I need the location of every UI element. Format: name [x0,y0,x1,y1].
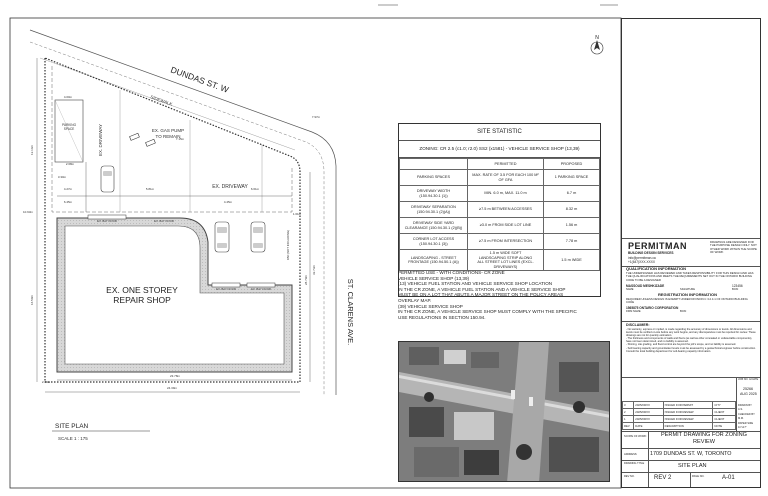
disclaimer-text: - No warranty, express or implied, is made regarding the accuracy of dimensions or levels. All dimensions and levels must be verified on-site before any work begins, and any discrepancies must be reported for review. These drawings are not for quantity estimation. - The thickness and components of walls and floors (as well as other concealed or undetectable components), have not been determined, and no liability is assumed. - Shoring, site grading, and flood control are beyond the job's scope, and no liability is assumed. - Soil bearing capacity and groundwater levels must be assessed by a geotechnical engineer before construction. Consult the local building department for soil-bearing capacity information. [626,328,756,353]
address-label: ADDRESS: [624,453,638,456]
street-label-st-clarens: ST. CLARENS AVE. [346,278,355,346]
signature-label: SIGNATURE [680,288,695,291]
stat-cell: 1.5 m WIDE SOFT LANDSCAPING STRIP ALONG ALL STREET LOT LINES (EXCL. DRIVEWAYS) [468,250,544,271]
stat-cell: 7.78 m [544,234,600,250]
dimension-text: 28.79m [304,274,308,286]
permitted-use-line: VEHICLE SERVICE SHOP (13,39) [398,275,470,281]
paper-size-label: PAPER SIZE [738,422,754,425]
stat-header-row [400,159,600,170]
aerial-photo [398,341,610,482]
gas-pump-1 [130,133,140,140]
table-row [400,170,600,186]
revision-row [623,409,736,416]
firm-logo-sub: BUILDING DESIGN SERVICES [628,251,674,255]
bay-door-4-label: EX. BAY DOOR [251,287,271,291]
site-plan-title: SITE PLAN [55,423,89,430]
firm-email: info@permitman.ca [628,256,656,260]
statistic-rows [399,158,600,271]
revision-cell: CITY [713,402,736,409]
revision-cell: CLIENT [713,416,736,423]
revision-header-cell: NOTE [713,423,736,430]
dimension-text: 4.27m [63,187,73,191]
stat-cell: ≥7.5 m BETWEEN ACCESSES [468,202,544,218]
table-row [400,218,600,234]
dimension-text: 3.30m [57,175,67,179]
table-row [400,202,600,218]
job-date: AUG 2025 [740,392,757,396]
sidewalk-label: SIDEWALK [149,94,174,107]
stat-cell: MIN. 6.0 m, MAX. 11.0 m [468,186,544,202]
rev-no: REV 2 [654,475,672,481]
stat-cell: 1 PARKING SPACE [544,170,600,186]
label-column-divider [648,431,649,487]
stat-header-cell: PROPOSED [544,159,600,170]
drawing-title-label: DRAWING TITLE [624,462,645,465]
stat-header-cell: PERMITTED [468,159,544,170]
car-2 [215,222,229,252]
checked-by: M.M. [738,417,744,420]
qual-title: QUALIFICATION INFORMATION [626,266,687,271]
table-row [400,234,600,250]
designer-name-label: NAME [626,288,634,291]
aerial-image [399,342,610,482]
north-arrow-icon [591,40,603,54]
car-1 [101,166,114,192]
stat-cell: PARKING SPACES [400,170,468,186]
gas-pump-label: EX. GAS PUMP TO REMAIN [151,128,185,139]
checked-by-label: CHECKED BY [738,413,755,416]
job-info-column [736,377,760,431]
firm-logo: PERMITMAN [628,241,687,251]
title-block [621,18,761,488]
gas-pump-2 [146,139,156,146]
permitted-use-line: (13) VEHICLE FUEL STATION AND VEHICLE SERVICE SHOP LOCATION [398,281,553,287]
stat-cell: 1.5 m WIDE [544,250,600,271]
tb-divider-disclaimer [622,321,760,322]
revision-cell: ISSUED FOR REVIEW [663,416,713,423]
revision-header-row [623,423,736,430]
table-row [400,186,600,202]
street-label-dundas: DUNDAS ST. W [169,64,230,95]
dimension-text: 6.61m [250,187,260,191]
sidewall-label: PAD (NOT INCLUDING) [286,229,290,261]
driveway-left-label: EX. DRIVEWAY [98,123,103,157]
scope-label: SCOPE OF WORK: [624,435,647,438]
permitted-use-line: OVERLAY MAP. [398,297,432,303]
paper-size: 11"x17" [738,426,747,429]
dimension-text: 7.15m [175,137,185,141]
dimension-text: 13.14m [30,144,34,156]
stat-cell: LANDSCAPING - STREET FRONTAGE (150.94.50.1 (A)) [400,250,468,271]
permitted-use-line: MUST BE ON A LOT THAT ABUTS A MAJOR STREET ON THE POLICY AREAS [398,292,564,298]
dimension-text: 5.81m [145,187,155,191]
permitted-use-line: IN THE CR ZONE, A VEHICLE SERVICE SHOP MUST COMPLY WITH THE SPECIFIC [398,309,577,315]
bcin-label: BCIN [732,288,739,291]
disclaimer-top: DRAWINGS ARE DESIGNED FOR THE PURPOSE DESIGN ONLY. NOT OTHER WORK WITHIN THE SCOPE OF WORK [710,240,757,255]
revision-cell: CLIENT [713,409,736,416]
revision-cell: 1 [623,416,634,423]
revision-row [623,402,736,409]
rev-page-divider [690,472,691,487]
dimension-text: 2.68m [65,162,75,166]
stat-cell: CORNER LOT ACCESS (150.94.30.1 (3)) [400,234,468,250]
north-label: N [595,35,599,41]
stat-cell: DRIVEWAY WIDTH (150.94.30.1 (1)) [400,186,468,202]
bay-door-2-label: EX. BAY DOOR [154,219,174,223]
tb-divider-address [622,448,760,449]
tb-divider-title [622,460,760,461]
drawn-by-label: DRAWN BY [738,404,752,407]
dimension-text: 33.73m [312,264,316,276]
revision-cell: 2025/09/XX [634,402,663,409]
page-no-label: PAGE NO. [692,475,705,478]
dimension-text: 7.97m [311,115,321,119]
revision-table [622,401,736,430]
dimension-text: 24.39m [166,386,178,390]
revision-blank [622,377,736,389]
dimension-text: 4.45m [223,200,233,204]
stat-cell: ≥3.0 m FROM SIDE LOT LINE [468,218,544,234]
parking-space-label: PARKING SPACE [61,123,77,131]
dimension-text: 1.61m [292,212,302,216]
car-3 [251,222,265,252]
building-label: EX. ONE STOREY REPAIR SHOP [106,285,178,305]
tb-divider-logo [622,238,760,239]
stat-cell: 6.7 m [544,186,600,202]
permitted-use-line: IN THE CR ZONE, A VEHICLE FUEL STATION AND A VEHICLE SERVICE SHOP [398,286,566,292]
permitted-use-line: PERMITTED USE - WITH CONDITIONS- CR ZONE [398,270,505,275]
drawn-by: A.S. [738,408,743,411]
dimension-text: 16.50m [30,294,34,306]
stat-header-cell [400,159,468,170]
scope-of-work: PERMIT DRAWING FOR ZONING REVIEW [660,432,748,445]
bay-door-1-label: EX. BAY DOOR [97,219,117,223]
job-no: 25266 [743,387,753,391]
bay-door-3-label: EX. BAY DOOR [216,287,236,291]
permitted-use-line: (39) VEHICLE SERVICE SHOP [398,303,463,309]
revision-cell: 2 [623,409,634,416]
stat-cell: DRIVEWAY SIDE YARD CLEARANCE (150.94.30.1 (2)(B)) [400,218,468,234]
designer-name: MASSOUD MESHKIZADE [626,284,665,288]
stat-cell: ≥7.5 m FROM INTERSECTION [468,234,544,250]
qual-text: THE UNDERSIGNED HAS REVIEWED AND TAKES RESPONSIBILITY FOR THIS DESIGN AND HAS THE QUALIFICATIONS AND MEETS THE REQUIREMENTS SET OUT IN THE ONTARIO BUILDING CODE TO BE A DESIGNER [626,271,754,282]
page-no: A-01 [722,475,735,481]
tb-divider-rev [622,472,760,473]
parking-diagonal [55,100,83,162]
revision-cell: ISSUED FOR REVIEW [663,409,713,416]
dimension-text: 2.00m [41,380,51,384]
revision-header-cell: REV [623,423,634,430]
address: 1709 DUNDAS ST. W, TORONTO [650,451,732,457]
reg-text: REQUIRED UNLESS DESIGN IS EXEMPT UNDER DIVISION C 3.2.4.1 OF ONTARIO BUILDING CODE [626,297,748,305]
stat-cell: DRIVEWAY SEPARATION (150.94.30.1 (2)(A)) [400,202,468,218]
firm-phone: +1(647)XXX-XXXX [628,260,656,264]
dimension-text: 6.45m [63,200,73,204]
firm-name: 1565875 ONTARIO CORPORATION [626,306,679,310]
firm-name-label: FIRM NAME [626,310,641,313]
revision-cell: 2025/09/XX [634,416,663,423]
driveway-right-label: EX. DRIVEWAY [212,184,248,190]
site-plan-scale: SCALE 1 : 175 [58,436,88,441]
revision-cell: ISSUED FOR PERMIT [663,402,713,409]
dimension-text: 10.93m [22,210,34,214]
dimension-text: 23.78m [169,374,181,378]
permitted-use-line: USE REGULATIONS IN SECTION 150.94. [398,314,486,320]
site-statistic-title: SITE STATISTIC [399,124,600,141]
table-row [400,250,600,271]
zoning-line: ZONING: CR 2.5 (c1.0; r2.0) SS2 (x1581) - VEHICLE SERVICE SHOP (13,39) [399,141,600,158]
bcin-label-2: BCIN [680,310,687,313]
revision-cell: 2025/09/XX [634,409,663,416]
disclaimer-title: DISCLAIMER: [626,323,650,327]
rev-no-label: REV NO. [624,475,635,478]
permitted-use-notes [398,270,608,320]
revision-header-cell: DATE [634,423,663,430]
reg-title: REGISTRATION INFORMATION [658,292,717,297]
stat-cell: 1.56 m [544,218,600,234]
stat-cell: MAX. RATE OF 3.5 FOR EACH 100 M² OF GFA [468,170,544,186]
job-no-label: JOB NO. & DATE [738,378,759,381]
revision-cell: 3 [623,402,634,409]
revision-header-cell: DESCRIPTION [663,423,713,430]
bcin: 123456 [732,284,743,288]
dimension-text: 4.00m [63,95,73,99]
drawing-title: SITE PLAN [678,463,707,469]
stat-cell: 8.32 m [544,202,600,218]
revision-row [623,416,736,423]
